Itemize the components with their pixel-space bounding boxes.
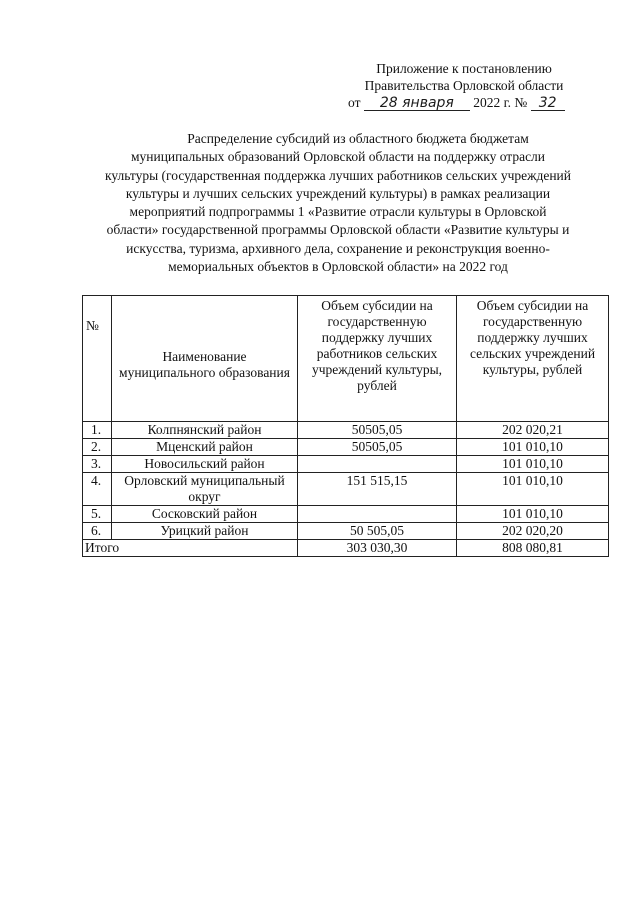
table-row [83, 439, 609, 456]
title-line: искусства, туризма, архивного дела, сохранение и реконструкция военно- [126, 240, 550, 256]
row-institutions-subsidy: 202 020,20 [457, 523, 609, 540]
document-title [88, 130, 588, 276]
row-municipality: Колпнянский район [112, 422, 298, 439]
row-municipality: Урицкий район [112, 523, 298, 540]
table-row [83, 473, 609, 506]
title-line: культуры (государственная поддержка лучших работников сельских учреждений [104, 167, 571, 183]
total-institutions-subsidy: 808 080,81 [457, 540, 609, 557]
row-number: 6. [83, 523, 112, 540]
table-row [83, 422, 609, 439]
row-municipality: Орловский муниципальный округ [112, 473, 298, 506]
handwritten-date: 28 января [364, 96, 470, 111]
table-total-row [83, 540, 609, 557]
row-workers-subsidy: 50 505,05 [298, 523, 457, 540]
header-workers-subsidy: Объем субсидии на государственную поддержку лучших работников сельских учреждений культуры, рублей [298, 296, 457, 422]
header-institutions-subsidy: Объем субсидии на государственную поддержку лучших сельских учреждений культуры, рублей [457, 296, 609, 422]
from-prefix: от [348, 95, 361, 110]
row-municipality: Мценский район [112, 439, 298, 456]
appendix-line: Приложение к постановлению [376, 61, 552, 76]
title-line: области» государственной программы Орловской области «Развитие культуры и [106, 222, 570, 238]
table-header-row [83, 296, 609, 422]
row-municipality: Новосильский район [112, 456, 298, 473]
row-workers-subsidy: 50505,05 [298, 439, 457, 456]
government-line: Правительства Орловской области [364, 78, 564, 93]
total-workers-subsidy: 303 030,30 [298, 540, 457, 557]
title-line: Распределение субсидий из областного бюджета бюджетам [187, 131, 529, 146]
subsidy-table [82, 295, 609, 557]
row-number: 2. [83, 439, 112, 456]
date-number-line [344, 94, 584, 111]
row-institutions-subsidy: 101 010,10 [457, 456, 609, 473]
header-municipality: Наименование муниципального образования [112, 296, 298, 422]
row-number: 1. [83, 422, 112, 439]
title-line: мероприятий подпрограммы 1 «Развитие отрасли культуры в Орловской [129, 204, 547, 220]
row-number: 5. [83, 506, 112, 523]
table-row [83, 523, 609, 540]
row-workers-subsidy: 50505,05 [298, 422, 457, 439]
table-row [83, 456, 609, 473]
row-workers-subsidy [298, 506, 457, 523]
table-row [83, 506, 609, 523]
row-institutions-subsidy: 101 010,10 [457, 506, 609, 523]
year-text: 2022 г. № [473, 95, 528, 110]
header-number: № [83, 296, 112, 422]
row-institutions-subsidy: 101 010,10 [457, 473, 609, 506]
row-number: 4. [83, 473, 112, 506]
row-institutions-subsidy: 202 020,21 [457, 422, 609, 439]
row-workers-subsidy: 151 515,15 [298, 473, 457, 506]
title-line: мемориальных объектов в Орловской области» на 2022 год [168, 259, 508, 275]
title-line: культуры и лучших сельских учреждений культуры) в рамках реализации [125, 185, 551, 201]
title-line: муниципальных образований Орловской области на поддержку отрасли [130, 149, 546, 165]
handwritten-number: 32 [531, 96, 565, 111]
row-number: 3. [83, 456, 112, 473]
document-header [344, 60, 584, 111]
total-label: Итого [83, 540, 298, 557]
row-municipality: Сосковский район [112, 506, 298, 523]
row-institutions-subsidy: 101 010,10 [457, 439, 609, 456]
row-workers-subsidy [298, 456, 457, 473]
